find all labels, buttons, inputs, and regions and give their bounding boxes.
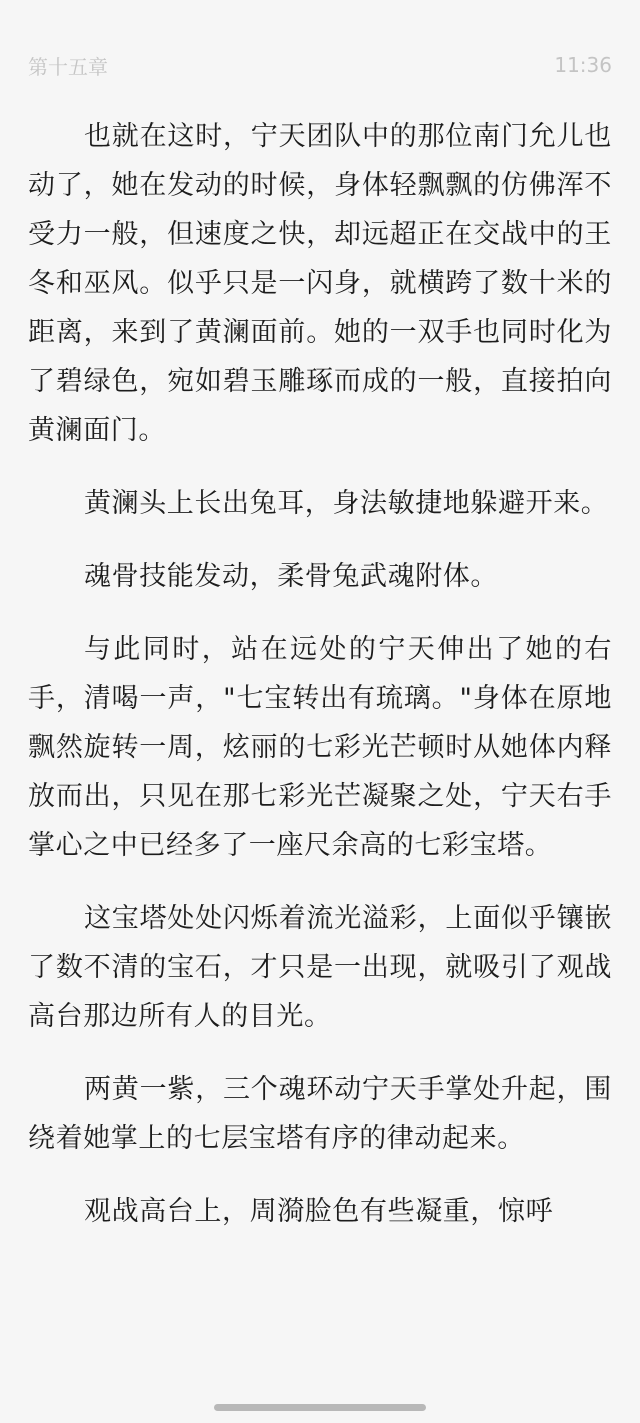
paragraph: 魂骨技能发动，柔骨兔武魂附体。 [84,561,498,592]
clock: 11:36 [554,53,612,77]
paragraph: 这宝塔处处闪烁着流光溢彩，上面似乎镶嵌了数不清的宝石，才只是一出现，就吸引了观战高台那边所有人的目光。 [28,903,612,1032]
paragraph: 与此同时，站在远处的宁天伸出了她的右手，清喝一声，"七宝转出有琉璃。"身体在原地飘然旋转一周，炫丽的七彩光芒顿时从她体内释放而出，只见在那七彩光芒凝聚之处，宁天右手掌心之中已经多了一座尺余高的七彩宝塔。 [28,634,612,861]
home-indicator[interactable] [214,1404,426,1411]
paragraph: 也就在这时，宁天团队中的那位南门允儿也动了，她在发动的时候，身体轻飘飘的仿佛浑不受力一般，但速度之快，却远超正在交战中的王冬和巫风。似乎只是一闪身，就横跨了数十米的距离，来到了黄澜面前。她的一双手也同时化为了碧绿色，宛如碧玉雕琢而成的一般，直接拍向黄澜面门。 [28,121,612,446]
paragraph: 两黄一紫，三个魂环动宁天手掌处升起，围绕着她掌上的七层宝塔有序的律动起来。 [28,1074,612,1154]
status-header [28,50,612,80]
chapter-content[interactable] [28,112,612,1260]
chapter-title: 第十五章 [28,54,108,79]
paragraph: 观战高台上，周漪脸色有些凝重，惊呼 [84,1196,554,1227]
paragraph: 黄澜头上长出兔耳，身法敏捷地躲避开来。 [84,488,609,519]
